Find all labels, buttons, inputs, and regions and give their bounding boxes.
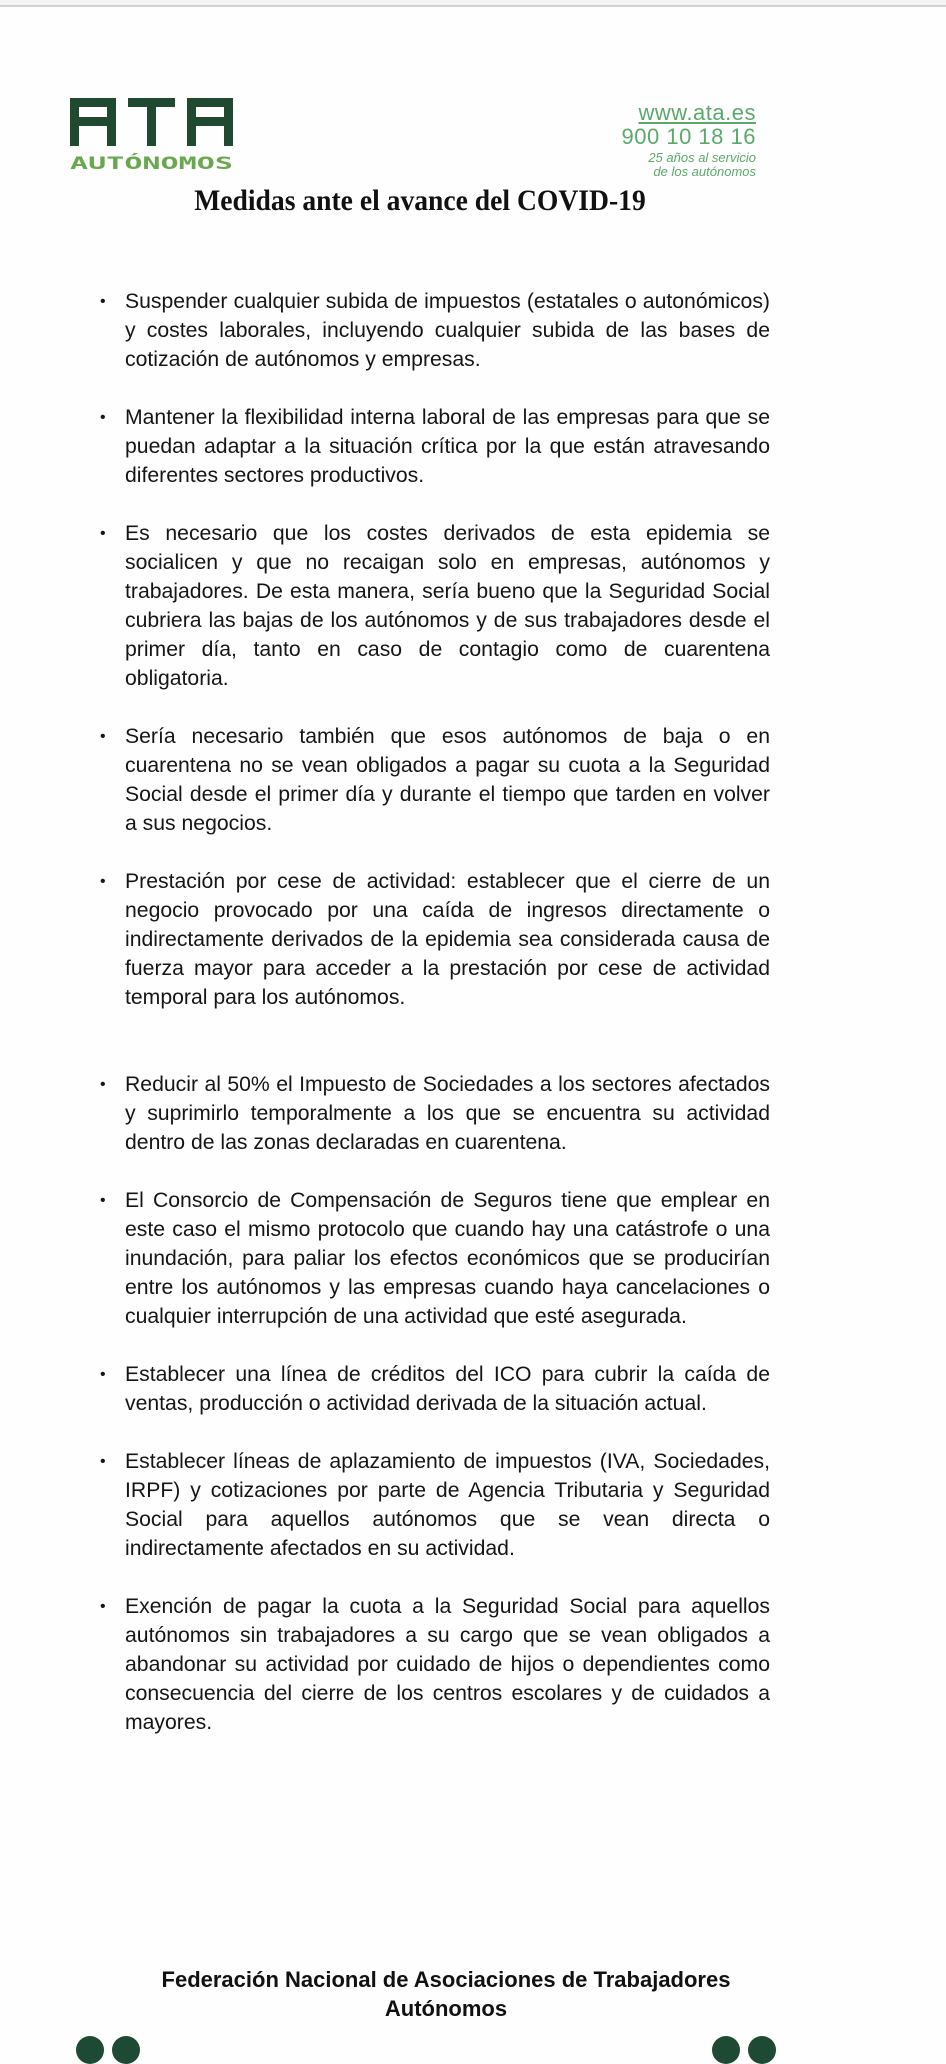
measure-text: Prestación por cese de actividad: establecer que el cierre de un negocio provocado por una caída de ingresos directamente o indirectamente derivados de la epidemia sea considerada causa de fuerza mayor para acceder a la prestación por cese de actividad temporal para los autónomos. xyxy=(125,870,770,1009)
footer-line-1: Federación Nacional de Asociaciones de Trabajadores xyxy=(161,1967,731,1992)
svg-text:AUTÓNOMOS: AUTÓNOMOS xyxy=(70,154,163,170)
footer xyxy=(0,1965,946,2023)
document-title: Medidas ante el avance del COVID-19 xyxy=(194,184,646,217)
measure-item xyxy=(100,1360,770,1418)
ata-logo xyxy=(70,98,240,170)
measure-text: Exención de pagar la cuota a la Seguridad Social para aquellos autónomos sin trabajadores a su cargo que se vean obligados a abandonar su actividad por cuidado de hijos o dependientes como consecuencia del cierre de los centros escolares y de cuidados a mayores. xyxy=(125,1595,770,1734)
bullet-icon: • xyxy=(100,409,106,426)
bullet-icon: • xyxy=(100,873,106,890)
measure-item xyxy=(100,519,770,693)
tagline-line-1: 25 años al servicio xyxy=(648,150,756,165)
phone-number: 900 10 18 16 xyxy=(621,124,756,149)
document-title-wrapper xyxy=(34,184,904,218)
measure-text: Reducir al 50% el Impuesto de Sociedades a los sectores afectados y suprimirlo temporalmente a los que se encuentra su actividad dentro de las zonas declaradas en cuarentena. xyxy=(125,1073,770,1154)
bullet-icon: • xyxy=(100,1192,106,1209)
green-circle-icon xyxy=(76,2036,104,2064)
bullet-icon: • xyxy=(100,1598,106,1615)
measure-text: Establecer líneas de aplazamiento de impuestos (IVA, Sociedades, IRPF) y cotizaciones por parte de Agencia Tributaria y Seguridad Social para aquellos autónomos que se vean directa o indirectamente afectados en su actividad. xyxy=(125,1450,770,1560)
bullet-icon: • xyxy=(100,293,106,310)
measure-item xyxy=(100,1447,770,1563)
green-circle-icon xyxy=(748,2036,776,2064)
green-circle-icon xyxy=(712,2036,740,2064)
bullet-icon: • xyxy=(100,525,106,542)
measure-text: Sería necesario también que esos autónomos de baja o en cuarentena no se vean obligados a pagar su cuota a la Seguridad Social desde el primer día y durante el tiempo que tarden en volver a sus negocios. xyxy=(125,725,770,835)
measures-list xyxy=(100,287,770,1737)
measure-item xyxy=(100,1592,770,1737)
measure-text: Suspender cualquier subida de impuestos (estatales o autonómicos) y costes laborales, incluyendo cualquier subida de las bases de cotización de autónomos y empresas. xyxy=(125,290,770,371)
measure-item xyxy=(100,722,770,838)
measure-item xyxy=(100,1070,770,1157)
measure-text: El Consorcio de Compensación de Seguros tiene que emplear en este caso el mismo protocolo que cuando hay una catástrofe o una inundación, para paliar los efectos económicos que se producirían entre los autónomos y las empresas cuando haya cancelaciones o cualquier interrupción de una actividad que esté asegurada. xyxy=(125,1189,770,1328)
measure-text: Es necesario que los costes derivados de esta epidemia se socialicen y que no recaigan solo en empresas, autónomos y trabajadores. De esta manera, sería bueno que la Seguridad Social cubriera las bajas de los autónomos y de sus trabajadores desde el primer día, tanto en caso de contagio como de cuarentena obligatoria. xyxy=(125,522,770,690)
green-circle-icon xyxy=(112,2036,140,2064)
website-link[interactable]: www.ata.es xyxy=(638,100,756,125)
footer-line-2: Autónomos xyxy=(384,1996,508,2021)
bullet-icon: • xyxy=(100,1453,106,1470)
bullet-icon: • xyxy=(100,1076,106,1093)
bullet-icon: • xyxy=(100,728,106,745)
measure-item xyxy=(100,403,770,490)
measure-text: Establecer una línea de créditos del ICO para cubrir la caída de ventas, producción o actividad derivada de la situación actual. xyxy=(125,1363,770,1415)
contact-block xyxy=(622,102,756,178)
ata-logo-graphic xyxy=(70,98,240,170)
measure-item xyxy=(100,1186,770,1331)
browser-top-bar xyxy=(0,0,946,7)
measure-text: Mantener la flexibilidad interna laboral de las empresas para que se puedan adaptar a la situación crítica por la que están atravesando diferentes sectores productivos. xyxy=(125,406,770,487)
bullet-icon: • xyxy=(100,1366,106,1383)
measure-item xyxy=(100,867,770,1012)
measure-item xyxy=(100,287,770,374)
tagline-line-2: de los autónomos xyxy=(653,164,756,179)
